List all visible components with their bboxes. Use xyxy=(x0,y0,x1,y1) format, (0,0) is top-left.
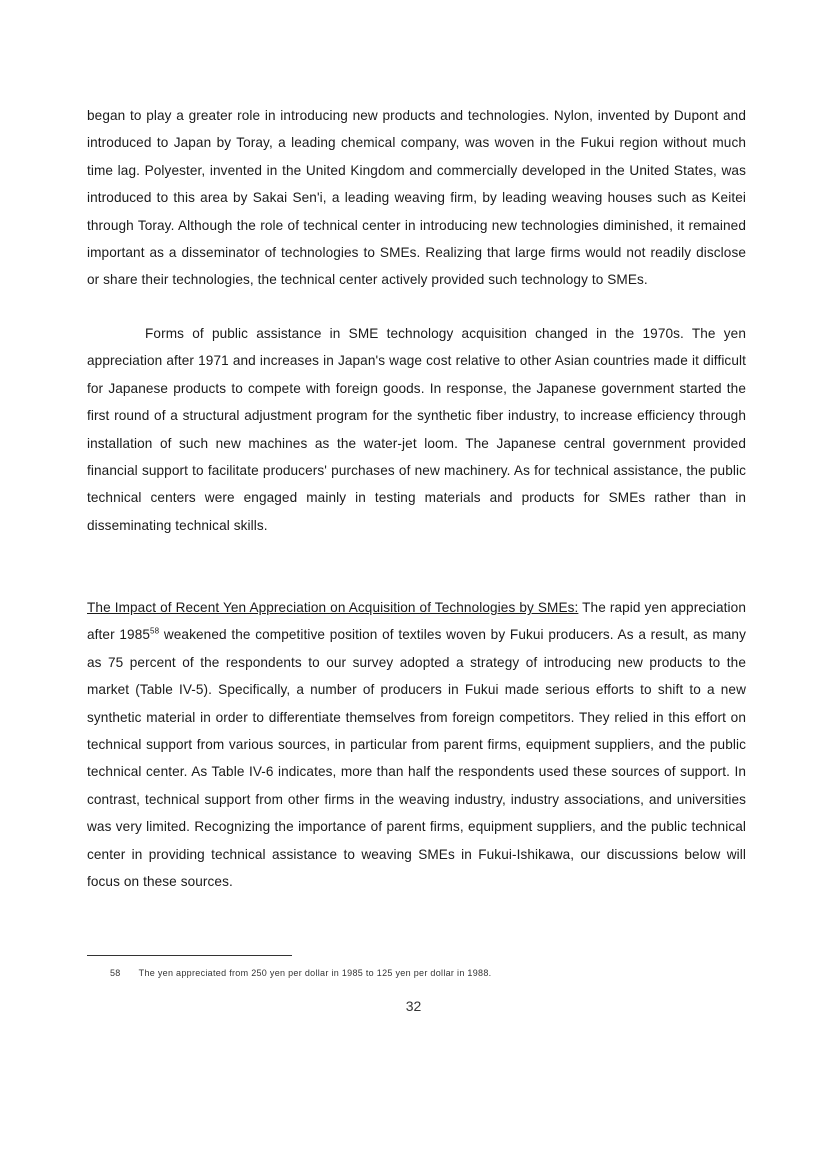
footnote-text: The yen appreciated from 250 yen per dollar in 1985 to 125 yen per dollar in 1988. xyxy=(138,968,492,978)
footnote-marker: 58 xyxy=(110,968,121,978)
paragraph-yen-appreciation xyxy=(87,594,746,895)
section-heading: The Impact of Recent Yen Appreciation on Acquisition of Technologies by SMEs: xyxy=(87,600,579,615)
footnote xyxy=(110,968,491,978)
paragraph-3-text: weakened the competitive position of textiles woven by Fukui producers. As a result, as many as 75 percent of the respondents to our survey adopted a strategy of introducing new products to the market (Table IV-5). Specifically, a number of producers in Fukui made serious efforts to shift to a new synthetic material in order to differentiate themselves from foreign competitors. They relied in this effort on technical support from various sources, in particular from parent firms, equipment suppliers, and the public technical center. As Table IV-6 indicates, more than half the respondents used these sources of support. In contrast, technical support from other firms in the weaving industry, industry associations, and universities was very limited. Recognizing the importance of parent firms, equipment suppliers, and the public technical center in providing technical assistance to weaving SMEs in Fukui-Ishikawa, our discussions below will focus on these sources. xyxy=(87,627,746,890)
paragraph-3-lead-text: The rapid yen appreciation after 1985 xyxy=(87,600,746,643)
page-number: 32 xyxy=(405,998,422,1014)
paragraph-2-text: Forms of public assistance in SME technology acquisition changed in the 1970s. The yen appreciation after 1971 and increases in Japan's wage cost relative to other Asian countries made it difficult for Japanese products to compete with foreign goods. In response, the Japanese government started the first round of a structural adjustment program for the synthetic fiber industry, to increase efficiency through installation of such new machines as the water-jet loom. The Japanese central government provided financial support to facilitate producers' purchases of new machinery. As for technical assistance, the public technical centers were engaged mainly in testing materials and products for SMEs rather than in disseminating technical skills. xyxy=(87,326,746,533)
footnote-reference: 58 xyxy=(150,626,160,636)
paragraph-technology-introduction xyxy=(87,102,746,294)
footnote-divider xyxy=(87,955,292,956)
paragraph-1-text: began to play a greater role in introducing new products and technologies. Nylon, invented by Dupont and introduced to Japan by Toray, a leading chemical company, was woven in the Fukui region without much time lag. Polyester, invented in the United Kingdom and commercially developed in the United States, was introduced to this area by Sakai Sen'i, a leading weaving firm, by leading weaving houses such as Keitei through Toray. Although the role of technical center in introducing new technologies diminished, it remained important as a disseminator of technologies to SMEs. Realizing that large firms would not readily disclose or share their technologies, the technical center actively provided such technology to SMEs. xyxy=(87,108,746,288)
paragraph-public-assistance xyxy=(87,320,746,539)
